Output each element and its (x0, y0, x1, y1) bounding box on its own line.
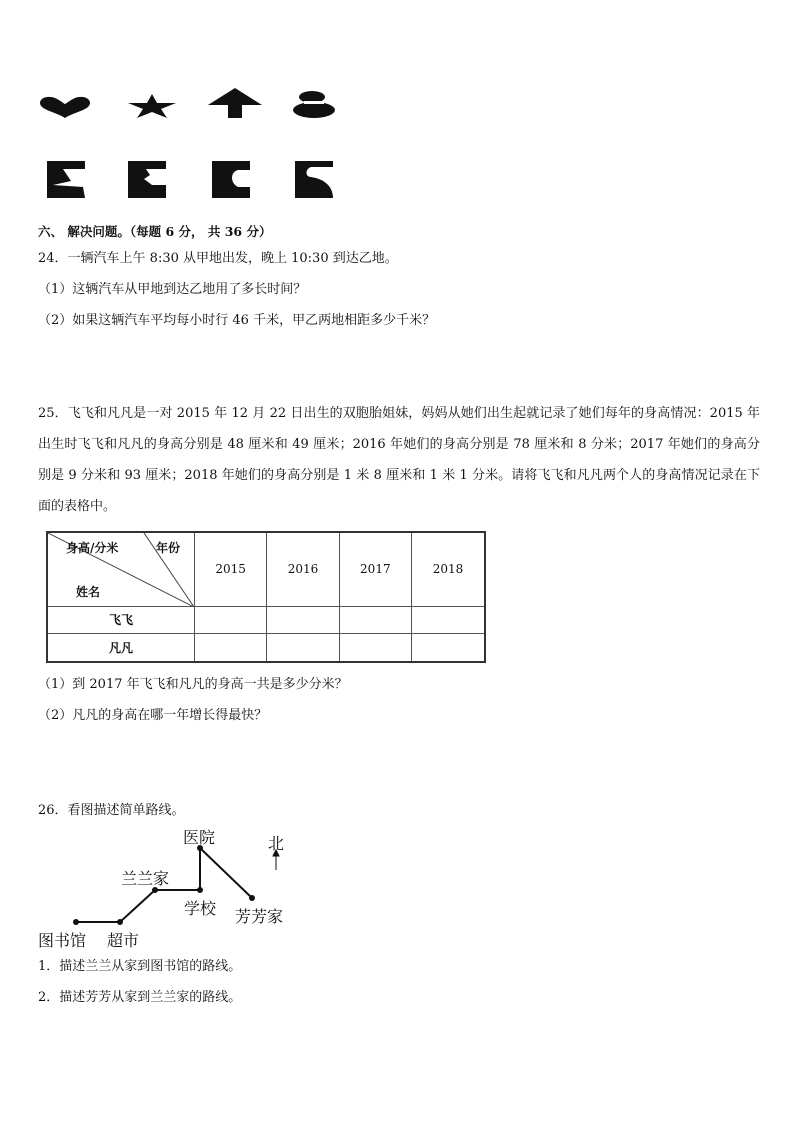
notched-block-2 (128, 161, 166, 198)
heart-shape (38, 96, 92, 118)
year-cell: 2016 (267, 532, 339, 606)
q24-stem: 24．一辆汽车上午 8:30 从甲地出发，晚上 10:30 到达乙地。 (38, 251, 398, 266)
answer-cell[interactable] (339, 634, 411, 662)
supermarket-label: 超市 (107, 931, 140, 950)
answer-cell[interactable] (411, 606, 485, 634)
name-cell-feifei: 飞飞 (47, 606, 195, 634)
notched-block-1 (47, 161, 85, 198)
q26-stem: 26．看图描述简单路线。 (38, 803, 185, 818)
lanlan-home-label: 兰兰家 (121, 869, 170, 888)
supermarket-point (117, 919, 123, 925)
table-diagonal-header (47, 532, 195, 606)
answer-cell[interactable] (339, 606, 411, 634)
hospital-label: 医院 (183, 828, 216, 847)
library-label: 图书馆 (38, 931, 87, 950)
school-point (197, 887, 203, 893)
north-label: 北 (268, 834, 285, 853)
notched-block-4 (295, 161, 333, 198)
height-table (46, 531, 486, 663)
arrow-shape (208, 88, 262, 118)
header-height-label: 身高/分米 (66, 541, 119, 555)
year-cell: 2017 (339, 532, 411, 606)
q25-sub1: （1）到 2017 年飞飞和凡凡的身高一共是多少分米？ (38, 677, 348, 692)
q26-sub1: 1．描述兰兰从家到图书馆的路线。 (38, 959, 242, 974)
name-cell-fanfan: 凡凡 (47, 634, 195, 662)
library-point (73, 919, 79, 925)
fangfang-home-label: 芳芳家 (235, 907, 284, 926)
q25-stem: 25．飞飞和凡凡是一对 2015 年 12 月 22 日出生的双胞胎姐妹，妈妈从她们出生起就记录了她们每年的身高情况：2015 年出生时飞飞和凡凡的身高分别是 48 厘米和 49 厘米；2016 年她们的身高分别是 78 厘米和 8 分米；2017 年她们的身高分别是 9 分米和 93 厘米；2018 年她们的身高分别是 1 米 8 厘米和 1 米 1 分米。请将飞飞和凡凡两个人的身高情况记录在下面的表格中。 (38, 406, 760, 514)
figure-eight-shape (292, 90, 336, 118)
header-year-label: 年份 (156, 541, 181, 555)
answer-cell[interactable] (195, 606, 267, 634)
header-name-label: 姓名 (76, 585, 101, 599)
school-label: 学校 (184, 899, 217, 918)
notched-block-3 (212, 161, 250, 198)
q25-sub2: （2）凡凡的身高在哪一年增长得最快？ (38, 708, 268, 723)
year-cell: 2015 (195, 532, 267, 606)
star-shape (128, 94, 176, 118)
year-cell: 2018 (411, 532, 485, 606)
fangfang-home-point (249, 895, 255, 901)
q26-sub2: 2．描述芳芳从家到兰兰家的路线。 (38, 990, 242, 1005)
section-title: 六、 解决问题。（每题 6 分， 共 36 分） (38, 224, 272, 239)
q24-sub2: （2）如果这辆汽车平均每小时行 46 千米，甲乙两地相距多少千米？ (38, 313, 436, 328)
answer-cell[interactable] (411, 634, 485, 662)
answer-cell[interactable] (267, 606, 339, 634)
answer-cell[interactable] (195, 634, 267, 662)
q24-sub1: （1）这辆汽车从甲地到达乙地用了多长时间？ (38, 282, 307, 297)
answer-cell[interactable] (267, 634, 339, 662)
